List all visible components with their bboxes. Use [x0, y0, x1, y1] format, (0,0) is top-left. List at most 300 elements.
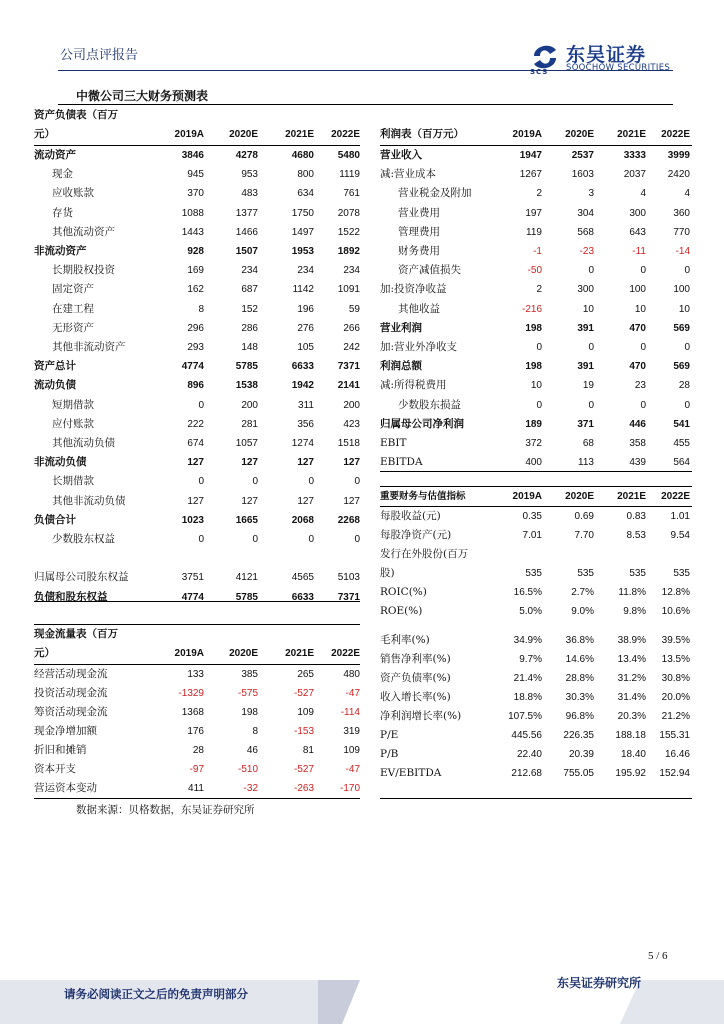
- table-row: [34, 530, 360, 549]
- page-title: 中微公司三大财务预测表: [76, 89, 209, 103]
- row-label: 现金: [52, 168, 73, 181]
- cell-value: 107.5%: [508, 711, 542, 722]
- year-header: 2022E: [661, 129, 690, 140]
- table-row: [34, 165, 360, 184]
- cell-value: 1267: [519, 169, 542, 181]
- cell-value: 286: [241, 322, 258, 334]
- cell-value: 2141: [337, 380, 360, 392]
- cell-value: 1518: [337, 438, 360, 449]
- cell-value: 2537: [571, 150, 594, 161]
- cell-value: 28.8%: [565, 673, 594, 684]
- row-label: 营业费用: [398, 206, 440, 219]
- cell-value: 39.5%: [661, 635, 690, 646]
- cell-value: 4: [684, 188, 690, 200]
- cell-value: 8.53: [626, 530, 646, 541]
- cell-value: 5480: [337, 150, 360, 161]
- income-statement-title: 利润表（百万元）: [380, 128, 464, 140]
- year-header: 2022E: [331, 129, 360, 140]
- cell-value: 391: [577, 361, 594, 373]
- cell-value: 34.9%: [513, 635, 542, 646]
- year-header: 2019A: [512, 129, 542, 140]
- cell-value: 896: [187, 380, 204, 392]
- balance-sheet-header-row: [34, 125, 360, 144]
- cell-value: 770: [673, 226, 690, 238]
- cell-value: 423: [343, 418, 360, 430]
- cell-value: 761: [343, 188, 360, 200]
- table-row: [34, 261, 360, 280]
- table-row: [34, 703, 360, 722]
- row-label: 无形资产: [52, 321, 94, 334]
- cell-value: 13.4%: [617, 654, 646, 665]
- cell-value: 3: [588, 188, 594, 200]
- cell-value: 198: [525, 322, 542, 334]
- cell-value: 945: [187, 169, 204, 181]
- row-label: 应收账款: [52, 187, 94, 200]
- table-row: [34, 338, 360, 357]
- table-row: [34, 472, 360, 491]
- cell-value: 1088: [181, 207, 204, 219]
- table-row: [380, 280, 692, 299]
- cell-value: 319: [343, 726, 360, 737]
- cell-value: 200: [343, 399, 360, 411]
- table-row: [34, 434, 360, 453]
- cell-value: 535: [525, 568, 542, 579]
- row-label: 利润总额: [380, 360, 422, 373]
- cell-value: 1.01: [670, 511, 690, 522]
- table-row: [380, 669, 692, 688]
- data-source-note: 数据来源：贝格数据，东吴证券研究所: [76, 804, 255, 816]
- cell-value: 2268: [337, 514, 360, 526]
- table-row: [34, 779, 360, 798]
- table-row: [380, 631, 692, 650]
- table-row: [380, 319, 692, 338]
- cell-value: 127: [187, 457, 204, 469]
- row-label: 营业利润: [380, 321, 422, 334]
- cell-value: 535: [673, 568, 690, 579]
- cell-value: 127: [343, 457, 360, 469]
- cell-value: 5785: [235, 361, 258, 373]
- cell-value: 127: [297, 495, 314, 507]
- row-label: 财务费用: [398, 245, 440, 257]
- key-metrics-header-row: [380, 487, 692, 506]
- cell-value: 1497: [291, 226, 314, 238]
- cell-value: 127: [297, 457, 314, 469]
- cell-value: 0: [640, 265, 646, 277]
- row-label: 少数股东权益: [52, 533, 115, 545]
- cell-value: 480: [343, 669, 360, 680]
- cell-value: 5785: [235, 591, 258, 603]
- cell-value: -32: [243, 783, 258, 794]
- cell-value: 1947: [519, 150, 542, 161]
- cell-value: 541: [673, 418, 690, 430]
- row-label: 每股净资产(元): [380, 529, 452, 541]
- cell-value: 198: [241, 707, 258, 718]
- cell-value: 20.3%: [617, 711, 646, 722]
- row-label: ROE(%): [380, 605, 423, 617]
- cell-value: 569: [673, 361, 690, 373]
- cell-value: -1: [533, 246, 542, 257]
- cell-value: 0: [640, 399, 646, 411]
- row-label: 短期借款: [52, 398, 94, 411]
- row-label: 归属母公司股东权益: [34, 571, 129, 584]
- cell-value: -11: [632, 246, 646, 257]
- cell-value: -50: [527, 265, 542, 277]
- key-metrics-table: [380, 486, 692, 799]
- cell-value: 100: [673, 284, 690, 296]
- cell-value: 3333: [623, 150, 646, 161]
- cell-value: -97: [189, 764, 204, 775]
- cell-value: 3751: [181, 572, 204, 584]
- cell-value: 127: [343, 495, 360, 507]
- table-row: [34, 280, 360, 299]
- table-row: [34, 319, 360, 338]
- cell-value: 1274: [291, 438, 314, 449]
- table-row: [380, 526, 692, 545]
- cell-value: 4278: [235, 150, 258, 161]
- row-label: 减:所得税费用: [380, 379, 447, 392]
- cell-value: 0: [684, 265, 690, 277]
- cell-value: 953: [241, 169, 258, 181]
- cell-value: 439: [629, 457, 646, 469]
- cell-value: 109: [297, 707, 314, 718]
- cell-value: 1892: [337, 246, 360, 257]
- cell-value: 7371: [337, 591, 360, 603]
- table-bottom-line: [34, 798, 360, 799]
- table-row: [380, 650, 692, 669]
- cell-value: 564: [673, 457, 690, 469]
- cell-value: 372: [525, 438, 542, 449]
- cell-value: 4680: [291, 150, 314, 161]
- cell-value: 9.8%: [623, 606, 646, 617]
- cell-value: 197: [525, 207, 542, 219]
- cell-value: 4565: [291, 572, 314, 584]
- row-label: 管理费用: [398, 225, 440, 238]
- cell-value: 11.8%: [618, 587, 646, 598]
- table-row: [380, 146, 692, 165]
- cell-value: 0: [198, 399, 204, 411]
- table-row: [34, 665, 360, 684]
- year-header: 2019A: [174, 648, 204, 659]
- cell-value: 189: [525, 418, 542, 430]
- cell-value: 2068: [291, 514, 314, 526]
- table-row: [34, 684, 360, 703]
- cell-value: 1750: [291, 207, 314, 219]
- report-type-label: 公司点评报告: [60, 48, 139, 63]
- cell-value: 535: [629, 568, 646, 579]
- table-row: [34, 760, 360, 779]
- cell-value: 2.7%: [571, 587, 594, 598]
- table-row: [380, 261, 692, 280]
- cell-value: 14.6%: [565, 654, 594, 665]
- table-row: [380, 242, 692, 261]
- cell-value: 0: [354, 476, 360, 488]
- cell-value: 356: [297, 418, 314, 430]
- table-row: [380, 204, 692, 223]
- cell-value: 634: [297, 188, 314, 200]
- cell-value: 23: [634, 380, 646, 392]
- cash-flow-header-row: [34, 644, 360, 663]
- cell-value: 446: [629, 418, 646, 430]
- cell-value: 200: [241, 399, 258, 411]
- balance-sheet-title-2: 元）: [34, 128, 55, 140]
- cell-value: 127: [241, 457, 258, 469]
- cell-value: 1119: [339, 169, 360, 181]
- cell-value: 1522: [337, 226, 360, 238]
- cell-value: 226.35: [563, 730, 594, 741]
- cell-value: 12.8%: [661, 587, 690, 598]
- cell-value: 7.01: [522, 530, 542, 541]
- table-row: [34, 722, 360, 741]
- row-label: 应付账款: [52, 417, 94, 430]
- table-row: [34, 568, 360, 587]
- table-row: [380, 415, 692, 434]
- cell-value: 0: [198, 476, 204, 488]
- cell-value: 445.56: [511, 730, 542, 741]
- row-label: 每股收益(元): [380, 510, 441, 522]
- cell-value: -23: [579, 246, 594, 257]
- row-label: 减:营业成本: [380, 168, 437, 181]
- cash-flow-table: [34, 624, 360, 799]
- table-row: [380, 545, 692, 579]
- row-label: 投资活动现金流: [34, 687, 108, 699]
- cell-value: -153: [293, 726, 314, 737]
- cell-value: 8: [252, 726, 258, 737]
- cell-value: 370: [187, 188, 204, 200]
- table-row: [34, 242, 360, 261]
- cell-value: -47: [345, 764, 360, 775]
- row-label: 净利润增长率(%): [380, 710, 462, 722]
- cell-value: 400: [525, 457, 542, 469]
- table-row: [34, 453, 360, 472]
- cell-value: 18.8%: [513, 692, 542, 703]
- row-label: 少数股东损益: [398, 398, 461, 411]
- cell-value: -114: [340, 707, 360, 718]
- cell-value: 1665: [235, 514, 258, 526]
- table-row: [380, 602, 692, 621]
- year-header: 2021E: [617, 129, 646, 140]
- table-row: [34, 376, 360, 395]
- cell-value: 36.8%: [565, 635, 594, 646]
- table-row: [380, 165, 692, 184]
- cell-value: 1953: [291, 246, 314, 257]
- year-header: 2021E: [285, 129, 314, 140]
- cell-value: 568: [577, 226, 594, 238]
- table-row: [34, 741, 360, 760]
- cell-value: 928: [187, 246, 204, 257]
- row-label: 在建工程: [52, 302, 94, 315]
- cell-value: 300: [629, 207, 646, 219]
- cell-value: 19: [582, 380, 594, 392]
- cell-value: 100: [629, 284, 646, 296]
- cell-value: 1507: [235, 246, 258, 257]
- year-header: 2020E: [565, 129, 594, 140]
- cell-value: 3846: [181, 150, 204, 161]
- row-label: 负债和股东权益: [34, 590, 108, 603]
- cell-value: -170: [339, 783, 360, 794]
- cell-value: 0: [684, 342, 690, 353]
- row-label: 其他收益: [398, 302, 440, 315]
- cell-value: 0: [308, 476, 314, 488]
- row-label: 其他流动负债: [52, 437, 115, 449]
- table-row: [34, 511, 360, 530]
- cell-value: 535: [577, 568, 594, 579]
- row-label: 长期股权投资: [52, 264, 115, 277]
- cell-value: 28: [678, 380, 690, 392]
- cell-value: 1368: [181, 707, 204, 718]
- cell-value: 455: [673, 438, 690, 449]
- year-header: 2022E: [661, 491, 690, 502]
- cell-value: 234: [343, 265, 360, 277]
- cell-value: 10: [530, 380, 542, 392]
- table-row: [380, 764, 692, 783]
- cell-value: 0.35: [522, 511, 542, 522]
- year-header: 2020E: [229, 129, 258, 140]
- table-row: [380, 357, 692, 376]
- cell-value: 281: [241, 418, 258, 430]
- cell-value: -527: [293, 764, 314, 775]
- table-row: [380, 184, 692, 203]
- cell-value: 0.69: [574, 511, 594, 522]
- cell-value: 265: [297, 669, 314, 680]
- cell-value: 0: [588, 265, 594, 277]
- table-row: [380, 300, 692, 319]
- cell-value: 276: [297, 322, 314, 334]
- disclaimer-text: 请务必阅读正文之后的免责声明部分: [64, 987, 248, 1001]
- cell-value: 1023: [181, 514, 204, 526]
- table-row: [380, 453, 692, 472]
- cell-value: 391: [577, 322, 594, 334]
- cell-value: 127: [241, 495, 258, 507]
- cell-value: 7371: [337, 361, 360, 373]
- row-label: 归属母公司净利润: [380, 417, 464, 430]
- cell-value: 195.92: [615, 768, 646, 779]
- year-header: 2021E: [285, 648, 314, 659]
- cell-value: 4121: [235, 572, 258, 584]
- row-label: 固定资产: [52, 283, 94, 296]
- row-label: EBITDA: [380, 456, 423, 469]
- cell-value: 31.4%: [617, 692, 646, 703]
- cell-value: 127: [187, 495, 204, 507]
- cell-value: 4774: [181, 361, 204, 373]
- income-statement-table: [380, 106, 692, 476]
- cell-value: 222: [187, 418, 204, 430]
- cell-value: 9.0%: [571, 606, 594, 617]
- cell-value: 234: [241, 265, 258, 277]
- cell-value: 81: [302, 745, 314, 756]
- cell-value: 0: [588, 342, 594, 353]
- year-header: 2022E: [331, 648, 360, 659]
- cell-value: 96.8%: [565, 711, 594, 722]
- table-row: [380, 583, 692, 602]
- cell-value: 6633: [291, 591, 314, 603]
- cell-value: 0: [198, 534, 204, 545]
- row-label: 毛利率(%): [380, 634, 430, 646]
- cell-value: 569: [673, 322, 690, 334]
- row-label: 销售净利率(%): [380, 653, 451, 665]
- cell-value: 7.70: [574, 530, 594, 541]
- table-row: [380, 688, 692, 707]
- row-label: 营运资本变动: [34, 782, 97, 794]
- cell-value: 9.54: [670, 530, 690, 541]
- cell-value: 119: [526, 226, 542, 238]
- cell-value: 234: [297, 265, 314, 277]
- row-label: 现金净增加额: [34, 725, 97, 737]
- cell-value: 133: [187, 669, 204, 680]
- table-row: [34, 223, 360, 242]
- row-label: 收入增长率(%): [380, 691, 451, 703]
- cell-value: 6633: [291, 361, 314, 373]
- cell-value: 10: [582, 303, 594, 315]
- cell-value: 1466: [235, 226, 258, 238]
- cell-value: 371: [577, 418, 594, 430]
- table-row: [34, 415, 360, 434]
- cell-value: 0: [640, 342, 646, 353]
- cell-value: 4: [640, 188, 646, 200]
- cell-value: 266: [343, 322, 360, 334]
- cell-value: 109: [343, 745, 360, 756]
- cell-value: 470: [629, 361, 646, 373]
- table-row: [380, 338, 692, 357]
- cell-value: 311: [298, 399, 314, 411]
- table-row: [380, 434, 692, 453]
- cell-value: 8: [198, 303, 204, 315]
- row-label: 长期借款: [52, 475, 94, 488]
- row-label: ROIC(%): [380, 586, 427, 598]
- header-divider: [58, 70, 673, 71]
- cell-value: 18.40: [620, 749, 646, 760]
- year-header: 2019A: [174, 129, 204, 140]
- cell-value: 46: [246, 745, 258, 756]
- row-label: 其他非流动负债: [52, 494, 126, 507]
- table-row: [34, 300, 360, 319]
- cell-value: 242: [343, 342, 360, 353]
- cell-value: 30.8%: [661, 673, 690, 684]
- balance-sheet-title-1: 资产负债表（百万: [34, 109, 118, 121]
- cell-value: 152: [241, 303, 258, 315]
- cell-value: 643: [629, 226, 646, 238]
- cell-value: 1377: [235, 207, 258, 219]
- cell-value: 2078: [337, 207, 360, 219]
- row-label: 其他非流动资产: [52, 341, 126, 353]
- cell-value: 0: [252, 476, 258, 488]
- cell-value: 152.94: [659, 768, 690, 779]
- cell-value: 198: [525, 361, 542, 373]
- cell-value: 360: [673, 207, 690, 219]
- cash-flow-title-1: 现金流量表（百万: [34, 628, 118, 640]
- cash-flow-title-2: 元）: [34, 647, 55, 659]
- cell-value: 162: [187, 284, 204, 296]
- row-label: 筹资活动现金流: [34, 706, 108, 718]
- table-row: [380, 726, 692, 745]
- cell-value: 21.2%: [661, 711, 690, 722]
- table-row: [34, 357, 360, 376]
- page-number: 5 / 6: [648, 950, 668, 962]
- row-label: 流动负债: [34, 379, 76, 392]
- cell-value: 0: [354, 534, 360, 545]
- cell-value: 2: [536, 188, 542, 200]
- cell-value: 0: [536, 342, 542, 353]
- cell-value: 1443: [181, 226, 204, 238]
- row-label: 流动资产: [34, 149, 76, 161]
- cell-value: 293: [187, 342, 204, 353]
- cell-value: 113: [578, 457, 594, 469]
- row-label: 资产总计: [34, 360, 76, 373]
- cell-value: 22.40: [516, 749, 542, 760]
- row-label: 折旧和摊销: [34, 744, 87, 756]
- cell-value: 2037: [623, 169, 646, 181]
- cell-value: 0: [252, 534, 258, 545]
- table-row: [34, 396, 360, 415]
